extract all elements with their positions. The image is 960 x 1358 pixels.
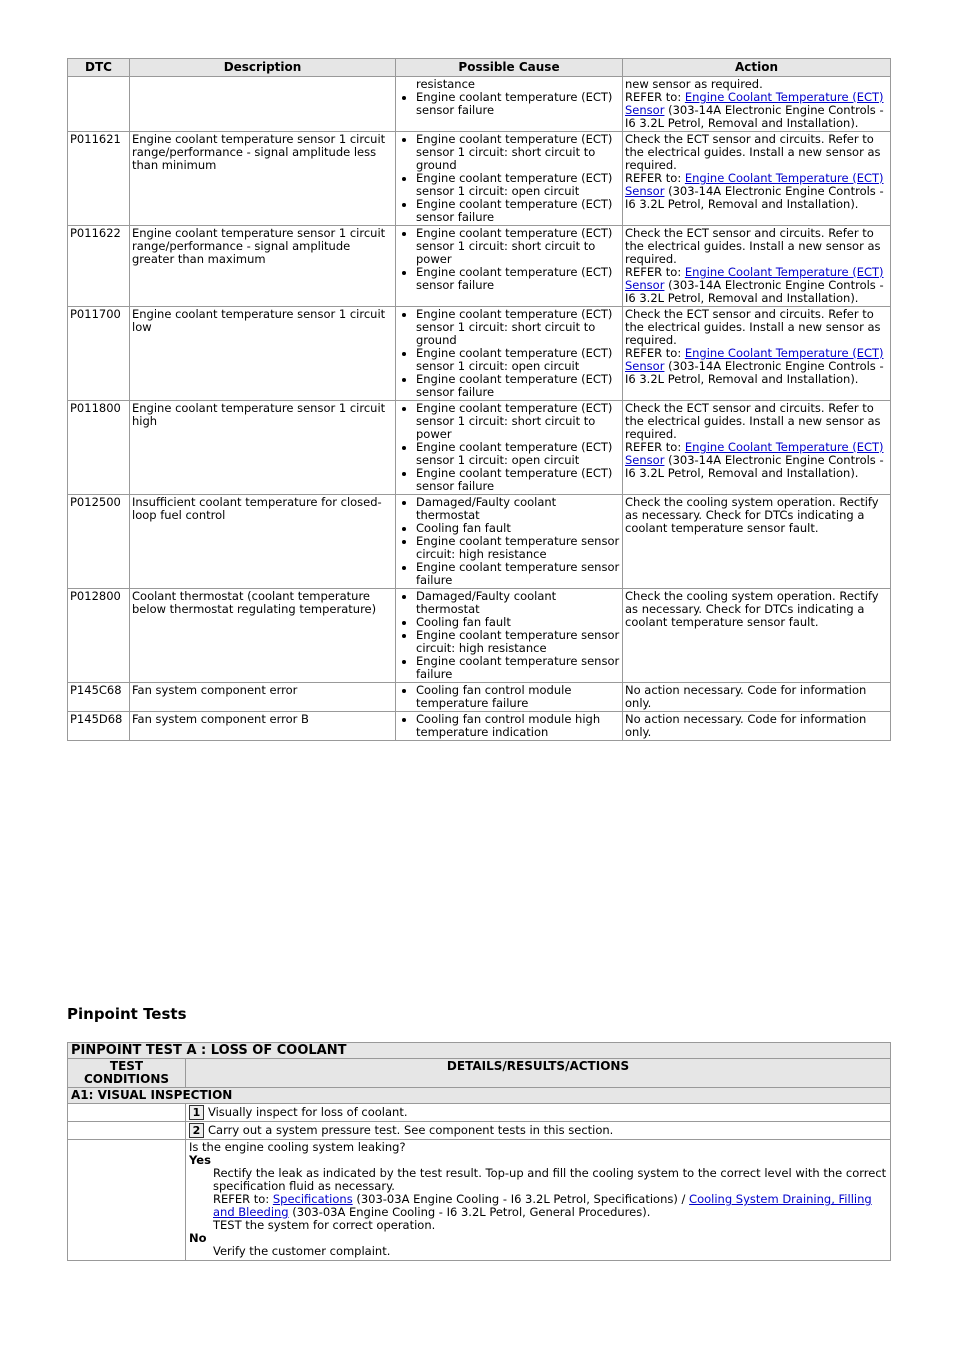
details-results-actions-header: DETAILS/RESULTS/ACTIONS [186,1059,891,1088]
dtc-action [623,495,891,589]
cause-item: • Engine coolant temperature (ECT) sensor failure [416,266,620,292]
ect-sensor-link[interactable]: Engine Coolant Temperature (ECT) Sensor [625,346,884,373]
dtc-row [68,132,891,226]
cause-item: • Engine coolant temperature (ECT) sensor 1 circuit: short circuit to ground [416,133,620,172]
yes-label: Yes [189,1153,211,1167]
dtc-action [623,401,891,495]
action-text: new sensor as required. REFER to: [625,77,763,104]
yes-test-text: TEST the system for correct operation. [213,1218,436,1232]
cause-item: resistance [416,77,475,91]
action-text: Check the cooling system operation. Rectify as necessary. Check for DTCs indicating a coolant temperature sensor fault. [625,495,879,535]
step-text: Carry out a system pressure test. See component tests in this section. [208,1123,614,1137]
header-dtc: DTC [68,59,130,77]
pinpoint-section-title: Pinpoint Tests [67,1005,187,1023]
dtc-description: Engine coolant temperature sensor 1 circuit range/performance - signal amplitude greater than maximum [130,226,396,307]
dtc-code: P011700 [68,307,130,401]
ect-sensor-link[interactable]: Engine Coolant Temperature (ECT) Sensor [625,440,884,467]
dtc-row [68,589,891,683]
cause-item: • Engine coolant temperature (ECT) sensor failure [416,198,620,224]
dtc-action [623,226,891,307]
dtc-table-body [68,77,891,741]
cause-item: • Engine coolant temperature (ECT) sensor failure [416,91,620,117]
dtc-row [68,683,891,712]
refer-label: REFER to: [213,1192,273,1206]
possible-causes [396,226,623,307]
step-number-badge: 2 [189,1123,204,1138]
question-text: Is the engine cooling system leaking? [189,1140,406,1154]
action-text: Check the ECT sensor and circuits. Refer to the electrical guides. Install a new sensor as required. REFER to: [625,226,881,279]
possible-causes [396,589,623,683]
action-text: Check the ECT sensor and circuits. Refer to the electrical guides. Install a new sensor as required. REFER to: [625,132,881,185]
dtc-table-header [68,59,891,77]
cause-item: • Engine coolant temperature (ECT) sensor 1 circuit: short circuit to power [416,402,620,441]
dtc-code [68,77,130,132]
dtc-code: P012800 [68,589,130,683]
step-title: A1: VISUAL INSPECTION [68,1088,891,1104]
dtc-row [68,77,891,132]
dtc-code: P011622 [68,226,130,307]
cause-item: • Damaged/Faulty coolant thermostat [416,496,620,522]
dtc-code: P145D68 [68,712,130,741]
step-number-badge: 1 [189,1105,204,1120]
ect-sensor-link[interactable]: Engine Coolant Temperature (ECT) Sensor [625,265,884,292]
dtc-row [68,495,891,589]
result-row [68,1140,891,1261]
dtc-action [623,307,891,401]
step-row [68,1122,891,1140]
ect-sensor-link[interactable]: Engine Coolant Temperature (ECT) Sensor [625,171,884,198]
step-text: Visually inspect for loss of coolant. [208,1105,408,1119]
action-text: Check the cooling system operation. Rectify as necessary. Check for DTCs indicating a coolant temperature sensor fault. [625,589,879,629]
dtc-row [68,712,891,741]
dtc-code: P011621 [68,132,130,226]
cause-item: • Engine coolant temperature (ECT) sensor failure [416,467,620,493]
cause-item: • Cooling fan control module high temperature indication [416,713,620,739]
cause-item: • Engine coolant temperature sensor circuit: high resistance [416,629,620,655]
cause-item: • Engine coolant temperature sensor circuit: high resistance [416,535,620,561]
possible-causes [396,683,623,712]
header-description: Description [130,59,396,77]
possible-causes [396,77,623,132]
dtc-description: Engine coolant temperature sensor 1 circuit range/performance - signal amplitude less than minimum [130,132,396,226]
dtc-action [623,132,891,226]
test-conditions-header: TEST CONDITIONS [68,1059,186,1088]
dtc-table [67,58,891,741]
cause-item: • Cooling fan fault [416,522,620,535]
cause-item: • Engine coolant temperature (ECT) sensor 1 circuit: open circuit [416,172,620,198]
dtc-action [623,589,891,683]
dtc-code: P145C68 [68,683,130,712]
header-possible-cause: Possible Cause [396,59,623,77]
header-action: Action [623,59,891,77]
ect-sensor-link[interactable]: Engine Coolant Temperature (ECT) Sensor [625,90,884,117]
dtc-row [68,401,891,495]
yes-ref-post: (303-03A Engine Cooling - I6 3.2L Petrol, General Procedures). [288,1205,651,1219]
yes-ref-mid: (303-03A Engine Cooling - I6 3.2L Petrol, Specifications) / [352,1192,690,1206]
action-ref-text: (303-14A Electronic Engine Controls - I6 3.2L Petrol, Removal and Installation). [625,278,884,305]
cause-item: • Cooling fan fault [416,616,620,629]
dtc-description: Engine coolant temperature sensor 1 circuit low [130,307,396,401]
cause-item: • Cooling fan control module temperature failure [416,684,620,710]
dtc-description: Coolant thermostat (coolant temperature below thermostat regulating temperature) [130,589,396,683]
possible-causes [396,132,623,226]
pinpoint-test-title: PINPOINT TEST A : LOSS OF COOLANT [68,1043,891,1059]
yes-text: Rectify the leak as indicated by the test result. Top-up and fill the cooling system to the correct level with the correct specification fluid as necessary. [213,1166,887,1193]
step-row [68,1104,891,1122]
dtc-code: P012500 [68,495,130,589]
dtc-row [68,226,891,307]
cause-item: • Engine coolant temperature (ECT) sensor failure [416,373,620,399]
action-ref-text: (303-14A Electronic Engine Controls - I6 3.2L Petrol, Removal and Installation). [625,184,884,211]
action-ref-text: (303-14A Electronic Engine Controls - I6 3.2L Petrol, Removal and Installation). [625,103,884,130]
action-text: No action necessary. Code for information only. [625,683,867,710]
dtc-row [68,307,891,401]
dtc-action [623,712,891,741]
dtc-action [623,683,891,712]
cause-item: • Engine coolant temperature sensor failure [416,561,620,587]
action-text: Check the ECT sensor and circuits. Refer to the electrical guides. Install a new sensor as required. REFER to: [625,307,881,360]
cause-item: • Engine coolant temperature (ECT) sensor 1 circuit: open circuit [416,347,620,373]
possible-causes [396,401,623,495]
cooling-system-draining-link[interactable]: Cooling System Draining, Filling and Bleeding [213,1192,872,1219]
dtc-description: Fan system component error B [130,712,396,741]
action-ref-text: (303-14A Electronic Engine Controls - I6 3.2L Petrol, Removal and Installation). [625,359,884,386]
cause-item: • Engine coolant temperature (ECT) sensor 1 circuit: short circuit to ground [416,308,620,347]
specifications-link[interactable]: Specifications [272,1192,353,1206]
cause-item: • Engine coolant temperature sensor failure [416,655,620,681]
no-text: Verify the customer complaint. [213,1244,391,1258]
dtc-action [623,77,891,132]
cause-item: • Engine coolant temperature (ECT) sensor 1 circuit: short circuit to power [416,227,620,266]
action-ref-text: (303-14A Electronic Engine Controls - I6 3.2L Petrol, Removal and Installation). [625,453,884,480]
action-text: No action necessary. Code for information only. [625,712,867,739]
possible-causes [396,495,623,589]
possible-causes [396,307,623,401]
dtc-code: P011800 [68,401,130,495]
action-text: Check the ECT sensor and circuits. Refer to the electrical guides. Install a new sensor as required. REFER to: [625,401,881,454]
possible-causes [396,712,623,741]
no-label: No [189,1231,207,1245]
pinpoint-test-table [67,1042,891,1261]
dtc-description: Fan system component error [130,683,396,712]
dtc-description [130,77,396,132]
dtc-description: Insufficient coolant temperature for closed-loop fuel control [130,495,396,589]
yes-action [189,1167,887,1232]
dtc-description: Engine coolant temperature sensor 1 circuit high [130,401,396,495]
cause-item: • Damaged/Faulty coolant thermostat [416,590,620,616]
cause-item: • Engine coolant temperature (ECT) sensor 1 circuit: open circuit [416,441,620,467]
